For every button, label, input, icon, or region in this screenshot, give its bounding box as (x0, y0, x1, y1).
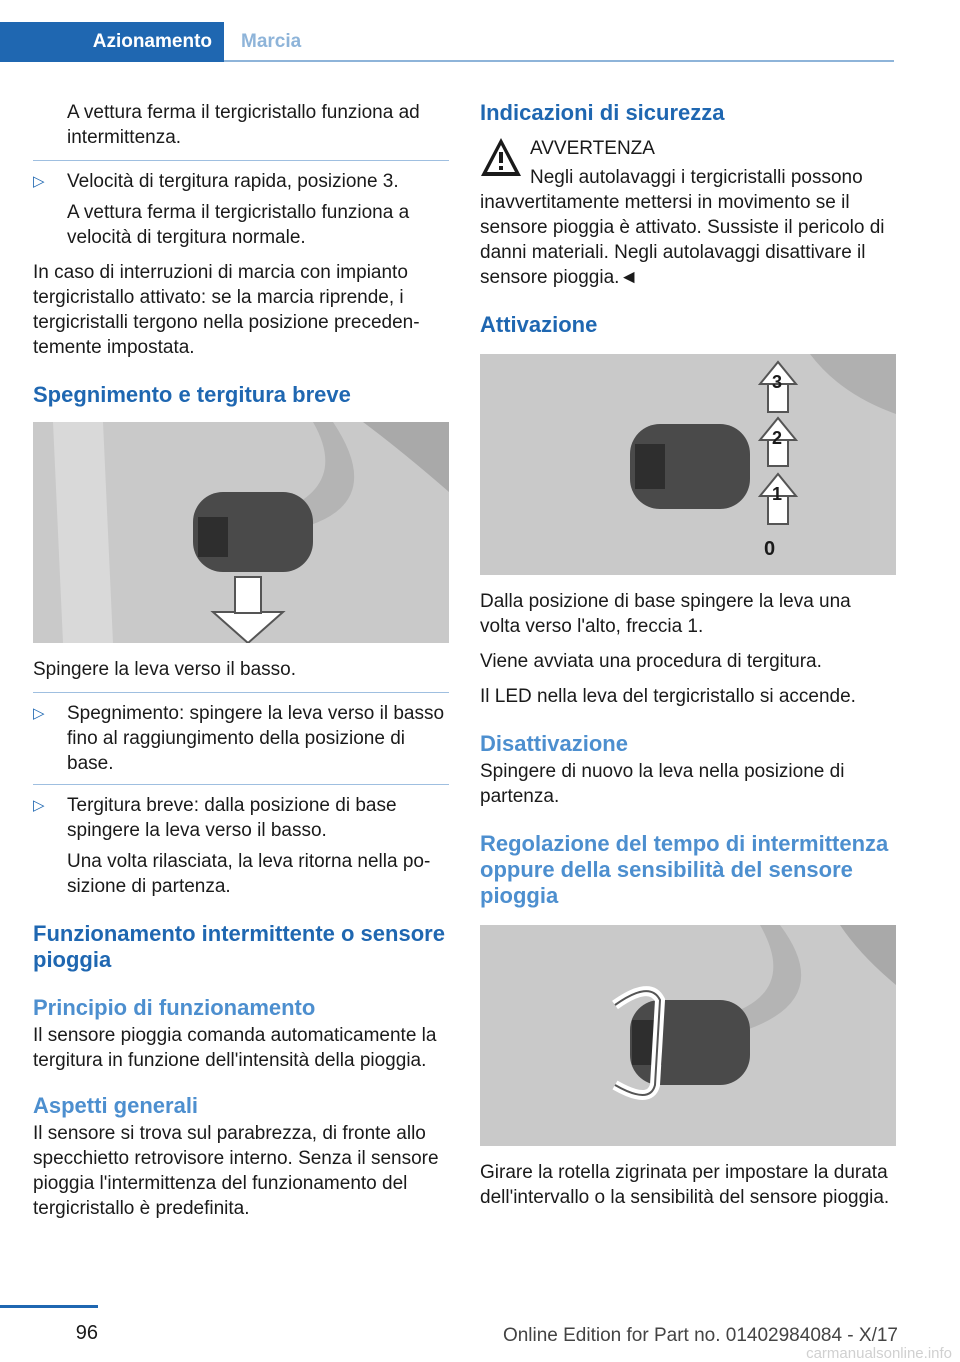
section-heading: Spegnimento e tergitura breve (33, 382, 351, 407)
paragraph: Una volta rilasciata, la leva ritorna nella posizione di partenza. (67, 851, 431, 897)
watermark: carmanualsonline.info (806, 1345, 952, 1362)
lever-positions-illustration (480, 354, 896, 575)
header-divider (224, 60, 894, 62)
warning-title: AVVERTENZA (530, 138, 655, 159)
subsection-heading: Regolazione del tempo di intermittenza oppure della sensibilità del sensore pioggia (480, 831, 889, 908)
warning-box (480, 136, 896, 190)
paragraph: A vettura ferma il tergicristallo funziona ad intermittenza. (67, 102, 420, 148)
paragraph: Il sensore si trova sul parabrezza, di fronte allo specchietto retrovisore interno. Senza il sensore pioggia l'intermittenza del funzionamento del tergicristallo è predefinita. (33, 1123, 439, 1219)
paragraph: Il LED nella leva del tergicristallo si accende. (480, 686, 856, 707)
paragraph: Spingere la leva verso il basso. (33, 659, 296, 680)
edition-footer: Online Edition for Part no. 01402984084 - X/17 (502, 1325, 898, 1346)
section-heading: Funzionamento intermittente o sensore pioggia (33, 921, 445, 972)
position-label-0: 0 (764, 538, 776, 560)
triangle-bullet-icon: ▷ (33, 705, 45, 722)
section-heading: Indicazioni di sicurezza (480, 100, 725, 125)
warning-triangle-icon (480, 136, 522, 178)
thumbwheel-image (480, 925, 896, 1146)
divider (33, 692, 449, 693)
divider (33, 784, 449, 785)
paragraph: Spingere di nuovo la leva nella posizione di partenza. (480, 761, 845, 807)
right-column (480, 100, 896, 1220)
list-item-text: Tergitura breve: dalla posizione di base spingere la leva verso il basso. (67, 795, 397, 841)
paragraph: Il sensore pioggia comanda automaticamente la tergitura in funzione dell'intensità della pioggia. (33, 1025, 437, 1071)
position-label-3: 3 (772, 372, 783, 392)
tab-azionamento[interactable]: Azionamento (0, 22, 224, 62)
triangle-bullet-icon: ▷ (33, 173, 45, 190)
paragraph: Girare la rotella zigrinata per impostare la durata dell'intervallo o la sensibilità del sensore pioggia. (480, 1162, 890, 1208)
paragraph: In caso di interruzioni di marcia con impianto tergicristallo attivato: se la marcia riprende, i tergicristalli tergono nella posizione precedentemente impostata. (33, 262, 420, 358)
warning-lead: Negli autolavaggi i tergicristalli possono (530, 167, 863, 188)
subsection-heading: Disattivazione (480, 731, 628, 756)
triangle-bullet-icon: ▷ (33, 797, 45, 814)
paragraph: Dalla posizione di base spingere la leva una volta verso l'alto, freccia 1. (480, 591, 851, 637)
page-number: 96 (75, 1322, 98, 1344)
paragraph: Viene avviata una procedura di tergitura. (480, 651, 822, 672)
left-column (33, 100, 449, 1231)
tab-marcia[interactable]: Marcia (241, 31, 302, 52)
section-heading: Attivazione (480, 312, 598, 337)
list-item (33, 169, 449, 194)
lever-up-image (480, 354, 896, 575)
list-item-text: Spegnimento: spingere la leva verso il basso fino al raggiungimento della posizione di base. (67, 703, 445, 774)
position-label-2: 2 (772, 428, 783, 448)
position-label-1: 1 (772, 484, 783, 504)
thumbwheel-illustration (480, 925, 896, 1146)
paragraph: A vettura ferma il tergicristallo funziona a velocità di tergitura normale. (67, 202, 410, 248)
list-item (33, 793, 449, 843)
subsection-heading: Aspetti generali (33, 1093, 199, 1118)
lever-down-image (33, 422, 449, 643)
lever-illustration (33, 422, 449, 643)
list-item-text: Velocità di tergitura rapida, posizione 3. (67, 171, 399, 192)
page-number-rule (0, 1305, 98, 1308)
warning-text: inavvertitamente mettersi in movimento se il sensore pioggia è attivato. Sussiste il pericolo di danni materiali. Negli autolavaggi disattivare il sensore pioggia.◄ (480, 192, 885, 288)
subsection-heading: Principio di funzionamento (33, 995, 316, 1020)
divider (33, 160, 449, 161)
list-item (33, 701, 449, 776)
